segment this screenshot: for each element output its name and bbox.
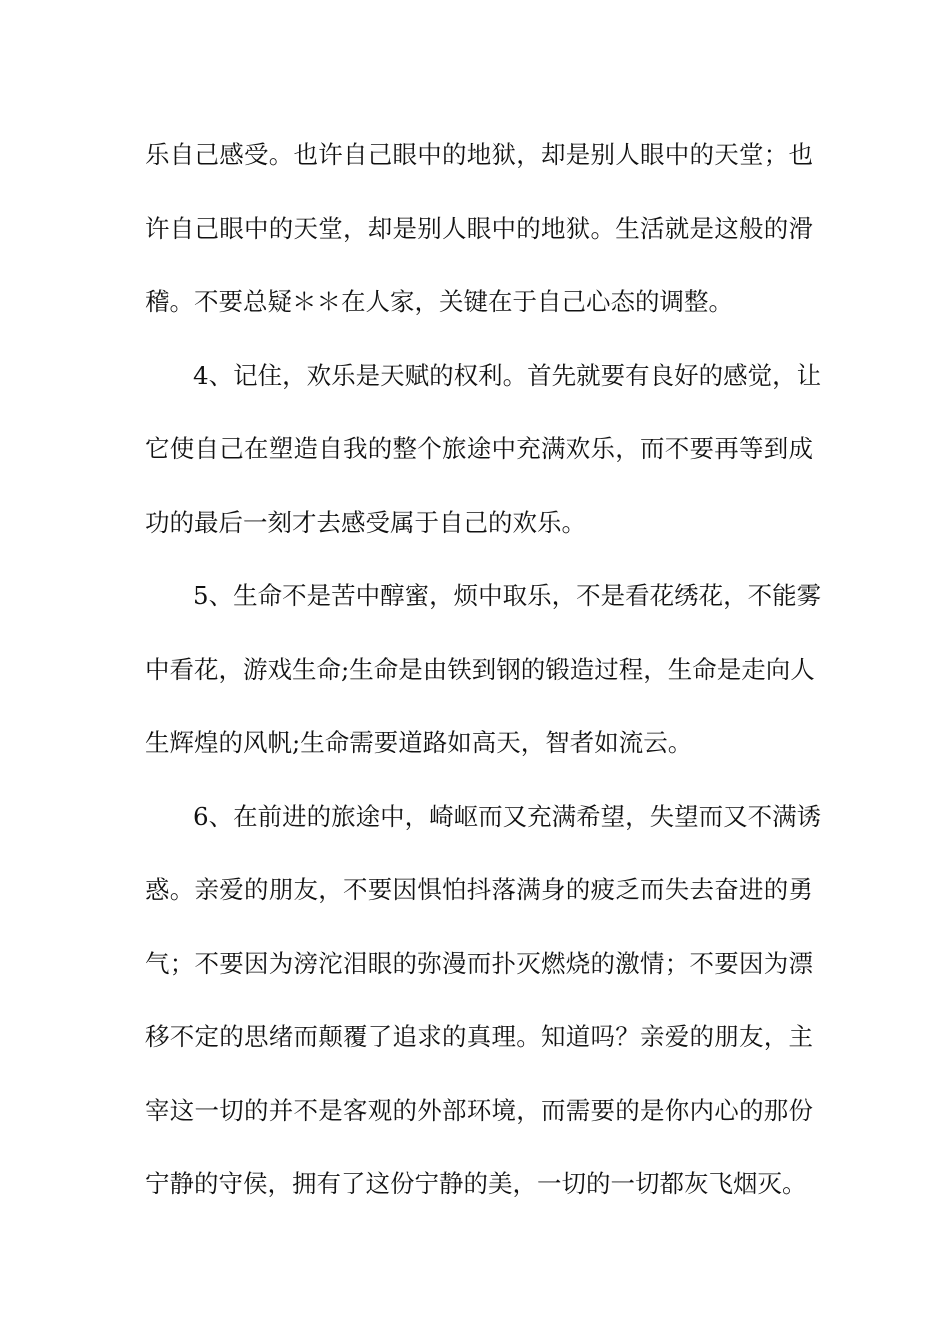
text-line: 稽。不要总疑＊＊在人家，关键在于自己心态的调整。 — [145, 287, 733, 316]
text-line: 气；不要因为滂沱泪眼的弥漫而扑灭燃烧的激情；不要因为漂 — [145, 948, 813, 978]
document-body — [145, 126, 822, 1229]
text-line: 乐自己感受。也许自己眼中的地狱，却是别人眼中的天堂；也 — [145, 140, 813, 169]
text-line: 宰这一切的并不是客观的外部环境，而需要的是你内心的那份 — [145, 1095, 813, 1125]
paragraph-start-line: 4、记住，欢乐是天赋的权利。首先就要有良好的感觉，让 — [193, 360, 822, 390]
text-line: 许自己眼中的天堂，却是别人眼中的地狱。生活就是这般的滑 — [145, 213, 813, 243]
paragraph-start-line: 6、在前进的旅途中，崎岖而又充满希望，失望而又不满诱 — [193, 801, 822, 831]
text-line: 惑。亲爱的朋友，不要因惧怕抖落满身的疲乏而失去奋进的勇 — [145, 875, 813, 904]
text-line: 它使自己在塑造自我的整个旅途中充满欢乐，而不要再等到成 — [145, 434, 813, 463]
text-line: 移不定的思绪而颠覆了追求的真理。知道吗？亲爱的朋友，主 — [145, 1022, 813, 1051]
text-line: 宁静的守侯，拥有了这份宁静的美，一切的一切都灰飞烟灭。 — [145, 1169, 807, 1198]
paragraph-start-line: 5、生命不是苦中醇蜜，烦中取乐，不是看花绣花，不能雾 — [193, 581, 822, 610]
text-line: 生辉煌的风帆;生命需要道路如高天，智者如流云。 — [145, 728, 693, 757]
text-line: 功的最后一刻才去感受属于自己的欢乐。 — [145, 507, 586, 537]
text-line: 中看花，游戏生命;生命是由铁到钢的锻造过程，生命是走向人 — [145, 654, 815, 684]
